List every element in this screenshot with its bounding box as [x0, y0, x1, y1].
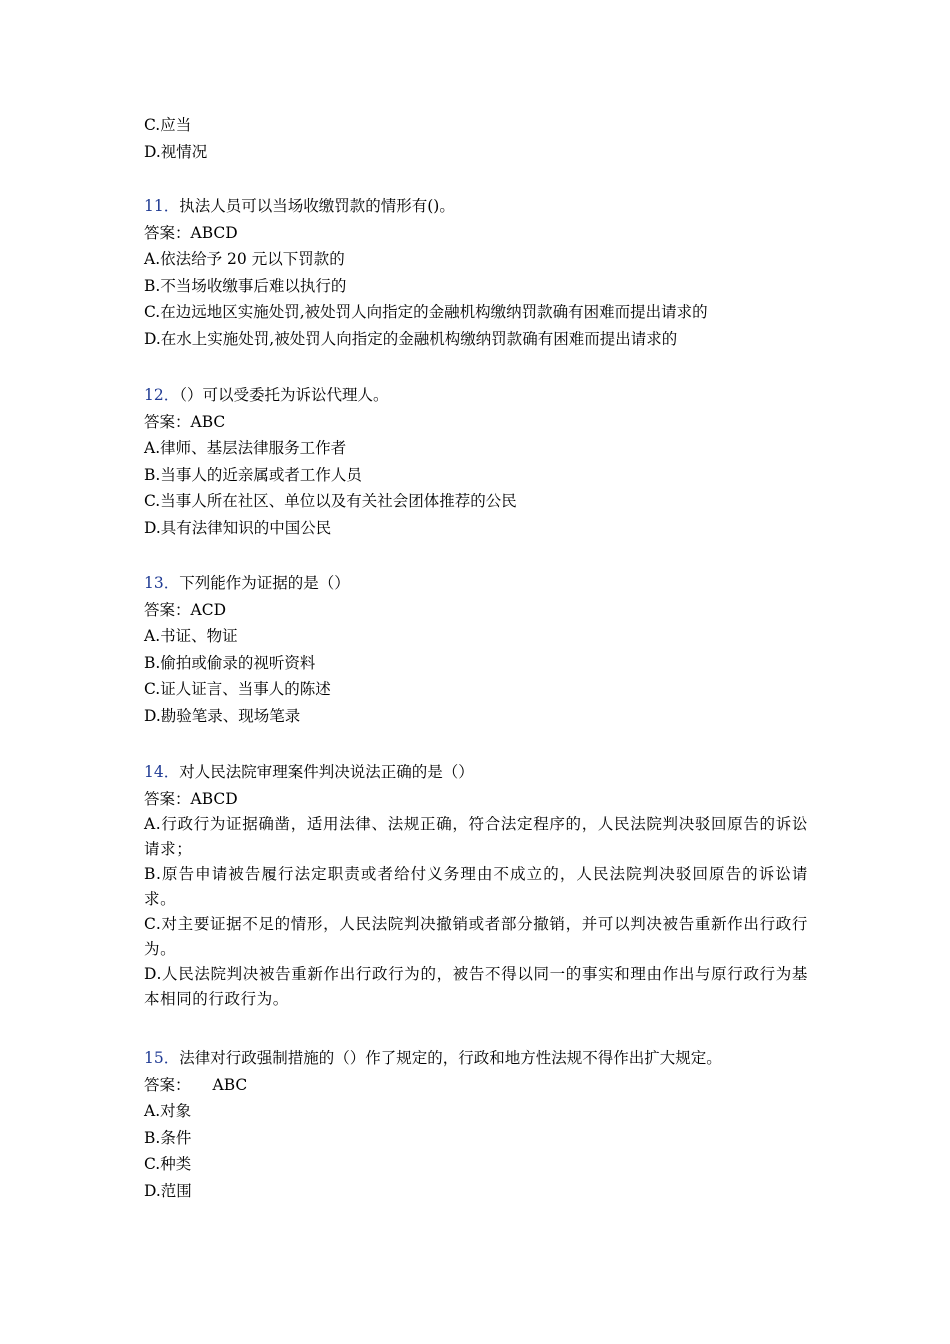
- option-d: D.勘验笔录、现场笔录: [144, 706, 301, 725]
- question-11: [144, 193, 808, 353]
- answer-label: 答案：: [144, 600, 191, 619]
- option-a: A.行政行为证据确凿，适用法律、法规正确，符合法定程序的，人民法院判决驳回原告的诉讼请求；: [144, 815, 808, 859]
- question-number: 13: [144, 574, 164, 592]
- option-a: A.对象: [144, 1102, 192, 1121]
- answer-line: [144, 409, 808, 436]
- answer-value: ABCD: [190, 789, 238, 808]
- option-a: A.律师、基层法律服务工作者: [144, 439, 347, 458]
- answer-value: ACD: [190, 600, 226, 619]
- question-text: 法律对行政强制措施的（）作了规定的，行政和地方性法规不得作出扩大规定。: [179, 1049, 722, 1067]
- answer-line: [144, 1072, 808, 1099]
- option-d: D.人民法院判决被告重新作出行政行为的，被告不得以同一的事实和理由作出与原行政行为基本相同的行政行为。: [144, 965, 808, 1009]
- question-12: [144, 382, 808, 542]
- answer-label: 答案：: [144, 412, 191, 431]
- answer-label: 答案：: [144, 1075, 191, 1094]
- answer-line: [144, 220, 808, 247]
- option-c: C.证人证言、当事人的陈述: [144, 680, 331, 699]
- question-number: 12: [144, 386, 164, 404]
- question-number: 11: [144, 197, 164, 215]
- question-13: [144, 570, 808, 730]
- option-c: C.种类: [144, 1155, 192, 1174]
- question-stem: 14．对人民法院审理案件判决说法正确的是（）: [144, 763, 474, 781]
- question-14: [144, 759, 808, 1012]
- option-c: C.在边远地区实施处罚,被处罚人向指定的金融机构缴纳罚款确有困难而提出请求的: [144, 303, 708, 322]
- question-text: 执法人员可以当场收缴罚款的情形有()。: [179, 197, 455, 215]
- answer-value: ABC: [190, 412, 226, 431]
- option-c: C.应当: [144, 116, 192, 134]
- question-stem: 13．下列能作为证据的是（）: [144, 574, 350, 592]
- question-text: 对人民法院审理案件判决说法正确的是（）: [179, 763, 474, 781]
- option-b: B.原告申请被告履行法定职责或者给付义务理由不成立的，人民法院判决驳回原告的诉讼请求。: [144, 865, 808, 909]
- option-d: D.在水上实施处罚,被处罚人向指定的金融机构缴纳罚款确有困难而提出请求的: [144, 329, 678, 348]
- option-b: B.条件: [144, 1128, 192, 1147]
- question-text: （）可以受委托为诉讼代理人。: [179, 386, 389, 404]
- option-d: D.范围: [144, 1181, 192, 1200]
- question-text: 下列能作为证据的是（）: [179, 574, 350, 592]
- question-stem: 11．执法人员可以当场收缴罚款的情形有()。: [144, 197, 455, 215]
- question-15: [144, 1045, 808, 1205]
- option-b: B.不当场收缴事后难以执行的: [144, 276, 347, 295]
- option-a: A.依法给予 20 元以下罚款的: [144, 250, 345, 269]
- question-stem: 12．（）可以受委托为诉讼代理人。: [144, 386, 389, 404]
- question-number: 14: [144, 763, 164, 781]
- option-c: C.当事人所在社区、单位以及有关社会团体推荐的公民: [144, 492, 517, 511]
- question-number: 15: [144, 1049, 164, 1067]
- answer-line: [144, 597, 808, 624]
- option-c: C.对主要证据不足的情形，人民法院判决撤销或者部分撤销，并可以判决被告重新作出行政行为。: [144, 915, 808, 959]
- answer-line: [144, 786, 808, 813]
- answer-value: ABCD: [190, 223, 238, 242]
- answer-label: 答案：: [144, 789, 191, 808]
- option-d: D.视情况: [144, 142, 208, 161]
- option-d: D.具有法律知识的中国公民: [144, 518, 332, 537]
- answer-value: ABC: [212, 1075, 248, 1094]
- answer-label: 答案：: [144, 223, 191, 242]
- option-b: B.偷拍或偷录的视听资料: [144, 653, 316, 672]
- option-a: A.书证、物证: [144, 627, 238, 646]
- previous-question-options: [144, 112, 808, 165]
- question-stem: 15．法律对行政强制措施的（）作了规定的，行政和地方性法规不得作出扩大规定。: [144, 1049, 722, 1067]
- option-b: B.当事人的近亲属或者工作人员: [144, 465, 362, 484]
